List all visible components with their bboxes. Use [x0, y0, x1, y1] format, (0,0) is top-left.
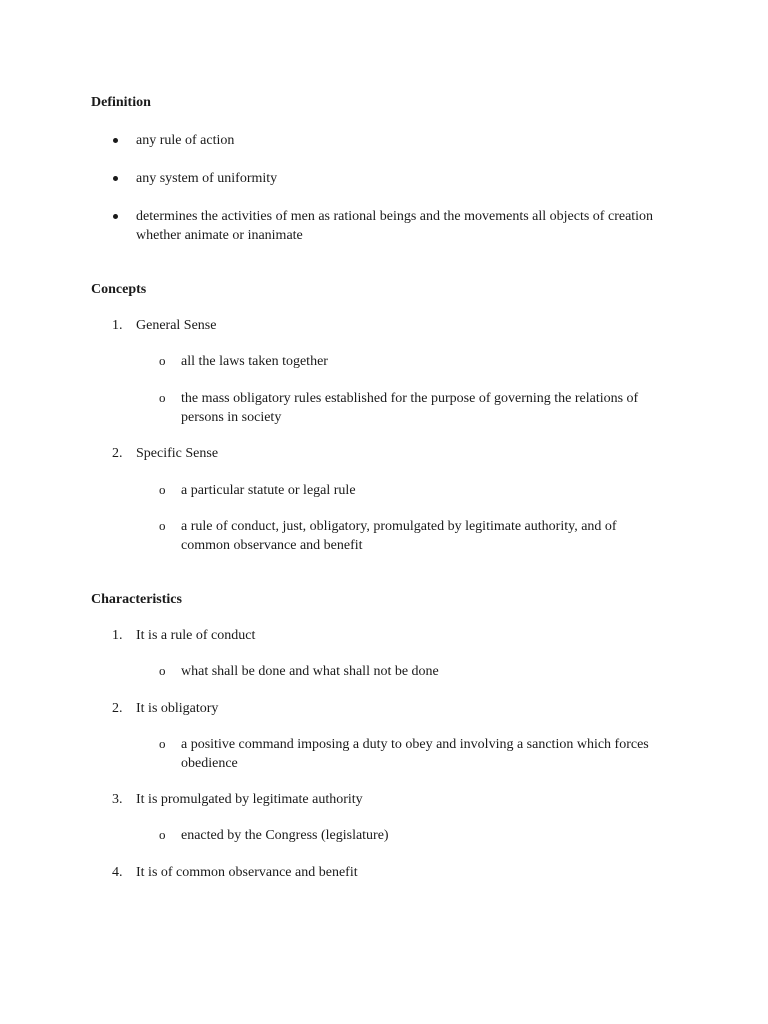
- section-heading-concepts: Concepts: [91, 282, 147, 297]
- bullet-icon: [113, 214, 118, 219]
- sub-item-text: the mass obligatory rules established for the purpose of governing the relations of persons in society: [181, 391, 639, 425]
- bullet-text: any rule of action: [136, 133, 235, 148]
- item-number: 4.: [112, 865, 123, 880]
- definition-bullet-item: [136, 169, 696, 188]
- concepts-sub-item: [159, 352, 701, 371]
- item-number: 2.: [112, 446, 123, 461]
- item-label: It is a rule of conduct: [136, 628, 256, 643]
- sub-item-text: what shall be done and what shall not be done: [181, 664, 439, 679]
- definition-bullet-item: [136, 207, 656, 245]
- item-number: 1.: [112, 628, 123, 643]
- section-heading-characteristics: Characteristics: [91, 592, 182, 607]
- item-label: General Sense: [136, 318, 217, 333]
- bullet-text: determines the activities of men as rational beings and the movements all objects of creation whether animate or inanimate: [136, 209, 654, 243]
- sub-bullet-icon: o: [159, 518, 166, 533]
- characteristics-numbered-item: [112, 699, 696, 718]
- sub-bullet-icon: o: [159, 663, 166, 678]
- bullet-icon: [113, 138, 118, 143]
- item-number: 2.: [112, 701, 123, 716]
- sub-item-text: all the laws taken together: [181, 354, 328, 369]
- concepts-sub-item: [159, 481, 701, 500]
- sub-bullet-icon: o: [159, 353, 166, 368]
- sub-bullet-icon: o: [159, 736, 166, 751]
- characteristics-sub-item: [159, 826, 701, 845]
- characteristics-numbered-item: [112, 626, 696, 645]
- bullet-icon: [113, 176, 118, 181]
- bullet-text: any system of uniformity: [136, 171, 278, 186]
- item-label: Specific Sense: [136, 446, 219, 461]
- concepts-sub-item: [159, 389, 681, 427]
- item-label: It is promulgated by legitimate authority: [136, 792, 363, 807]
- item-number: 3.: [112, 792, 123, 807]
- sub-item-text: enacted by the Congress (legislature): [181, 828, 389, 843]
- sub-bullet-icon: o: [159, 390, 166, 405]
- sub-item-text: a positive command imposing a duty to obey and involving a sanction which forces obedience: [181, 737, 649, 771]
- characteristics-numbered-item: [112, 790, 696, 809]
- characteristics-sub-item: [159, 662, 701, 681]
- definition-bullet-item: [136, 131, 696, 150]
- concepts-numbered-item: [112, 444, 696, 463]
- section-heading-definition: Definition: [91, 95, 151, 110]
- sub-item-text: a particular statute or legal rule: [181, 483, 356, 498]
- sub-item-text: a rule of conduct, just, obligatory, promulgated by legitimate authority, and of common observance and benefit: [181, 519, 617, 553]
- sub-bullet-icon: o: [159, 482, 166, 497]
- item-number: 1.: [112, 318, 123, 333]
- item-label: It is obligatory: [136, 701, 219, 716]
- item-label: It is of common observance and benefit: [136, 865, 358, 880]
- sub-bullet-icon: o: [159, 827, 166, 842]
- concepts-sub-item: [159, 517, 661, 555]
- characteristics-sub-item: [159, 735, 656, 773]
- concepts-numbered-item: [112, 316, 696, 335]
- characteristics-numbered-item: [112, 863, 696, 882]
